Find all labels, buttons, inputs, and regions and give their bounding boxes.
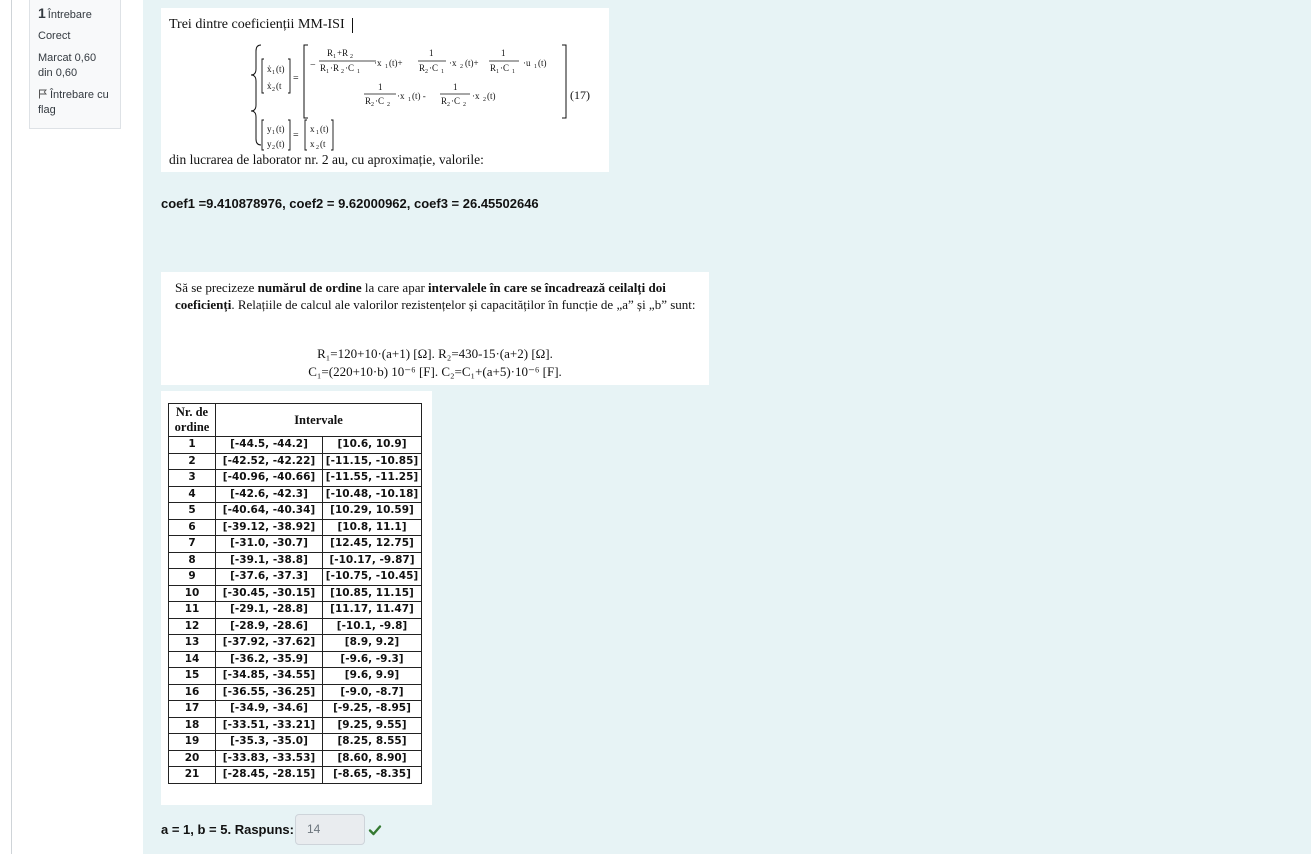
interval-2: [11.17, 11.47]: [323, 602, 422, 619]
interval-2: [8.60, 8.90]: [323, 750, 422, 767]
svg-text:(t)+: (t)+: [465, 58, 479, 68]
svg-text:1: 1: [408, 97, 411, 103]
row-index: 7: [169, 536, 216, 553]
model-equation-image: [161, 8, 609, 172]
interval-2: [-11.15, -10.85]: [323, 453, 422, 470]
interval-1: [-37.6, -37.3]: [216, 569, 323, 586]
intervals-table-body: [169, 437, 422, 784]
svg-text:1: 1: [326, 69, 329, 75]
svg-text:R: R: [490, 63, 497, 73]
svg-text:1: 1: [501, 48, 506, 58]
interval-2: [9.25, 9.55]: [323, 717, 422, 734]
svg-text:·C: ·C: [375, 96, 384, 106]
svg-text:R: R: [320, 63, 327, 73]
coefficients-line: coef1 =9.410878976, coef2 = 9.62000962, coef3 = 26.45502646: [161, 196, 539, 211]
table-row: [169, 767, 422, 784]
svg-text:·C: ·C: [451, 96, 460, 106]
interval-2: [8.25, 8.55]: [323, 734, 422, 751]
svg-text:1: 1: [272, 130, 275, 136]
svg-text:R: R: [419, 63, 426, 73]
table-row: [169, 668, 422, 685]
table-row: [169, 552, 422, 569]
interval-1: [-31.0, -30.7]: [216, 536, 323, 553]
table-row: [169, 503, 422, 520]
svg-text:1: 1: [534, 64, 537, 70]
interval-1: [-36.2, -35.9]: [216, 651, 323, 668]
svg-text:x: x: [310, 139, 315, 149]
row-index: 4: [169, 486, 216, 503]
table-row: [169, 437, 422, 454]
row-index: 19: [169, 734, 216, 751]
flag-icon: [38, 89, 48, 99]
problem-statement-image: [161, 272, 709, 385]
table-row: [169, 486, 422, 503]
svg-text:=: =: [293, 73, 299, 84]
svg-text:2: 2: [463, 102, 466, 108]
interval-2: [-10.17, -9.87]: [323, 552, 422, 569]
correct-check-icon: [368, 823, 382, 837]
svg-text:(t)+: (t)+: [389, 58, 403, 68]
interval-2: [-10.1, -9.8]: [323, 618, 422, 635]
row-index: 6: [169, 519, 216, 536]
svg-text:2: 2: [272, 87, 275, 93]
interval-2: [10.85, 11.15]: [323, 585, 422, 602]
header-intervals: Intervale: [216, 404, 422, 437]
table-row: [169, 453, 422, 470]
svg-text:2: 2: [387, 102, 390, 108]
svg-text:1: 1: [429, 48, 434, 58]
row-index: 16: [169, 684, 216, 701]
table-row: [169, 585, 422, 602]
row-index: 1: [169, 437, 216, 454]
table-row: [169, 651, 422, 668]
row-index: 14: [169, 651, 216, 668]
svg-text:(t): (t): [276, 64, 285, 74]
row-index: 18: [169, 717, 216, 734]
interval-1: [-40.64, -40.34]: [216, 503, 323, 520]
svg-text:ẋ: ẋ: [267, 64, 272, 74]
row-index: 11: [169, 602, 216, 619]
svg-text:R: R: [441, 96, 448, 106]
svg-text:2: 2: [447, 102, 450, 108]
svg-text:2: 2: [425, 69, 428, 75]
answer-line: [161, 813, 382, 846]
problem-paragraph: Să se precizeze numărul de ordine la care apar intervalele în care se încadrează ceilalți doi coeficienți. Relațiile de calcul ale valorilor rezistențelor și capacităților în funcție de „a” și „b” sunt:: [175, 280, 696, 312]
svg-text:2: 2: [483, 97, 486, 103]
svg-text:·u: ·u: [523, 58, 531, 68]
row-index: 10: [169, 585, 216, 602]
question-grade: Marcat 0,60 din 0,60: [38, 52, 97, 79]
interval-1: [-40.96, -40.66]: [216, 470, 323, 487]
svg-text:(t): (t): [320, 124, 329, 134]
interval-1: [-30.45, -30.15]: [216, 585, 323, 602]
state-space-equations: [161, 8, 609, 172]
svg-text:R: R: [327, 48, 334, 58]
interval-2: [-8.65, -8.35]: [323, 767, 422, 784]
svg-text:1: 1: [512, 69, 515, 75]
svg-text:2: 2: [316, 145, 319, 151]
interval-1: [-35.3, -35.0]: [216, 734, 323, 751]
header-index: Nr. de ordine: [169, 404, 216, 437]
interval-2: [-9.25, -8.95]: [323, 701, 422, 718]
table-row: [169, 684, 422, 701]
svg-text:x: x: [310, 124, 315, 134]
svg-text:1: 1: [496, 69, 499, 75]
answer-input[interactable]: 14: [295, 814, 365, 845]
svg-text:2: 2: [371, 102, 374, 108]
row-index: 20: [169, 750, 216, 767]
svg-text:2: 2: [460, 64, 463, 70]
resistance-formula: R₁=120+10·(a+1) [Ω]. R₂=430-15·(a+2) [Ω].: [317, 346, 553, 361]
row-index: 15: [169, 668, 216, 685]
svg-text:2: 2: [341, 69, 344, 75]
svg-text:·x: ·x: [374, 58, 382, 68]
interval-1: [-42.52, -42.22]: [216, 453, 323, 470]
svg-text:R: R: [365, 96, 372, 106]
table-row: [169, 635, 422, 652]
table-row: [169, 470, 422, 487]
row-index: 21: [169, 767, 216, 784]
row-index: 3: [169, 470, 216, 487]
flag-question-link[interactable]: [38, 88, 112, 118]
capacitance-formula: C₁=(220+10·b) 10⁻⁶ [F]. C₂=C₁+(a+5)·10⁻⁶ [F].: [308, 364, 562, 379]
row-index: 9: [169, 569, 216, 586]
interval-1: [-36.55, -36.25]: [216, 684, 323, 701]
svg-text:1: 1: [441, 69, 444, 75]
table-row: [169, 750, 422, 767]
interval-2: [10.6, 10.9]: [323, 437, 422, 454]
intervals-table-image: [161, 391, 432, 805]
svg-text:1: 1: [333, 54, 336, 60]
interval-2: [-9.0, -8.7]: [323, 684, 422, 701]
svg-text:·x: ·x: [472, 91, 480, 101]
row-index: 8: [169, 552, 216, 569]
row-index: 5: [169, 503, 216, 520]
row-index: 12: [169, 618, 216, 635]
table-row: [169, 536, 422, 553]
question-state: Corect: [38, 30, 71, 42]
interval-1: [-28.45, -28.15]: [216, 767, 323, 784]
row-index: 2: [169, 453, 216, 470]
svg-text:(t): (t): [276, 124, 285, 134]
svg-text:1: 1: [272, 70, 275, 76]
interval-1: [-34.85, -34.55]: [216, 668, 323, 685]
svg-text:−: −: [310, 60, 316, 71]
interval-1: [-34.9, -34.6]: [216, 701, 323, 718]
svg-text:1: 1: [316, 130, 319, 136]
svg-text:·R: ·R: [330, 63, 339, 73]
table-row: [169, 618, 422, 635]
interval-1: [-37.92, -37.62]: [216, 635, 323, 652]
table-row: [169, 602, 422, 619]
svg-text:2: 2: [350, 54, 353, 60]
svg-text:(t) -: (t) -: [412, 91, 426, 101]
intervals-table: [168, 403, 422, 784]
svg-text:2: 2: [272, 145, 275, 151]
svg-text:·C: ·C: [429, 63, 438, 73]
interval-2: [-11.55, -11.25]: [323, 470, 422, 487]
model-outro-text: din lucrarea de laborator nr. 2 au, cu aproximație, valorile:: [169, 152, 484, 167]
svg-text:ẋ: ẋ: [267, 81, 272, 91]
left-rule: [11, 0, 12, 854]
svg-text:(t): (t): [487, 91, 496, 101]
table-row: [169, 701, 422, 718]
interval-2: [-9.6, -9.3]: [323, 651, 422, 668]
svg-text:+R: +R: [337, 48, 349, 58]
svg-text:=: =: [293, 130, 299, 141]
interval-1: [-42.6, -42.3]: [216, 486, 323, 503]
svg-text:·C: ·C: [345, 63, 354, 73]
question-content: [143, 0, 1311, 854]
interval-1: [-33.51, -33.21]: [216, 717, 323, 734]
question-info: [29, 0, 121, 129]
table-row: [169, 569, 422, 586]
interval-2: [10.29, 10.59]: [323, 503, 422, 520]
interval-1: [-39.1, -38.8]: [216, 552, 323, 569]
svg-text:(t): (t): [538, 58, 547, 68]
svg-text:·x: ·x: [449, 58, 457, 68]
interval-2: [8.9, 9.2]: [323, 635, 422, 652]
table-row: [169, 734, 422, 751]
interval-2: [-10.75, -10.45]: [323, 569, 422, 586]
svg-text:1: 1: [357, 69, 360, 75]
svg-text:1: 1: [453, 82, 458, 92]
interval-1: [-33.83, -33.53]: [216, 750, 323, 767]
row-index: 17: [169, 701, 216, 718]
question-number: 1 Întrebare: [38, 5, 92, 21]
svg-text:1: 1: [378, 82, 383, 92]
svg-text:1: 1: [385, 64, 388, 70]
interval-2: [-10.48, -10.18]: [323, 486, 422, 503]
svg-text:(t: (t: [320, 139, 326, 149]
interval-1: [-29.1, -28.8]: [216, 602, 323, 619]
table-row: [169, 519, 422, 536]
svg-text:y: y: [267, 139, 272, 149]
svg-text:(t: (t: [276, 81, 282, 91]
flag-question-label: Întrebare cu flag: [38, 89, 109, 116]
table-row: [169, 717, 422, 734]
interval-1: [-44.5, -44.2]: [216, 437, 323, 454]
interval-1: [-28.9, -28.6]: [216, 618, 323, 635]
row-index: 13: [169, 635, 216, 652]
interval-2: [12.45, 12.75]: [323, 536, 422, 553]
equation-number: (17): [570, 88, 590, 102]
interval-2: [10.8, 11.1]: [323, 519, 422, 536]
model-intro-text: Trei dintre coeficienții MM-ISI: [169, 17, 345, 32]
svg-text:·C: ·C: [500, 63, 509, 73]
svg-text:y: y: [267, 124, 272, 134]
answer-label: a = 1, b = 5. Raspuns:: [161, 822, 294, 837]
svg-text:(t): (t): [276, 139, 285, 149]
interval-2: [9.6, 9.9]: [323, 668, 422, 685]
interval-1: [-39.12, -38.92]: [216, 519, 323, 536]
svg-text:·x: ·x: [397, 91, 405, 101]
